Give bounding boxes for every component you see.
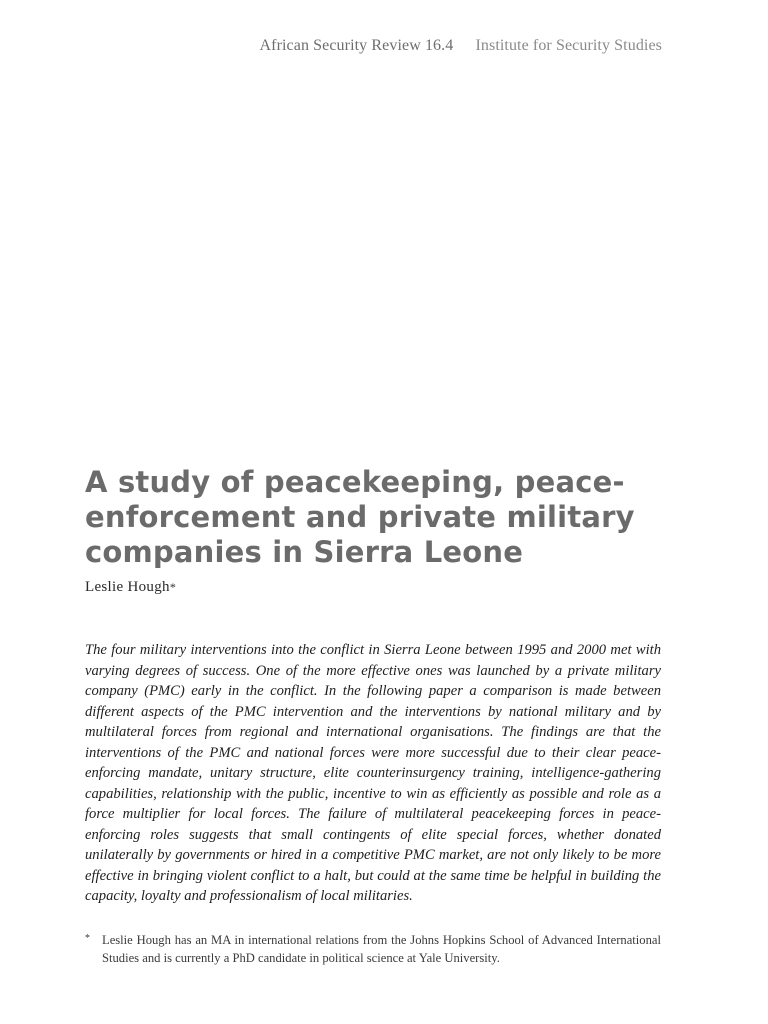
author-footnote-mark: * <box>169 580 177 594</box>
footnote-mark: * <box>85 933 90 944</box>
author-name: Leslie Hough <box>85 579 170 595</box>
abstract: The four military interventions into the conflict in Sierra Leone between 1995 and 2000 met with varying degrees of success. One of the more effective ones was launched by a private military company (PMC) early in the conflict. In the following paper a comparison is made between different aspects of the PMC intervention and the interventions by national military and by multilateral forces from regional and international organisations. The findings are that the interventions of the PMC and national forces were more successful due to their clear peace-enforcing mandate, unitary structure, elite counterinsurgency training, intelligence-gathering capabilities, relationship with the public, incentive to win as efficiently as possible and role as a force multiplier for local forces. The failure of multilateral peacekeeping forces in peace-enforcing roles suggests that small contingents of elite special forces, whether donated unilaterally by governments or hired in a competitive PMC market, are not only likely to be more effective in bringing violent conflict to a halt, but could at the same time be helpful in building the capacity, loyalty and professionalism of local militaries. <box>85 642 661 904</box>
journal-name: African Security Review 16.4 <box>259 37 454 54</box>
footnote-text: Leslie Hough has an MA in international relations from the Johns Hopkins School of Advanced International Studies and is currently a PhD candidate in political science at Yale University. <box>102 933 661 965</box>
footnote <box>85 932 661 967</box>
author-line <box>85 579 176 596</box>
running-header <box>260 37 663 55</box>
article-title: A study of peacekeeping, peace-enforcement and private military companies in Sierra Leone <box>85 465 635 569</box>
publisher-name: Institute for Security Studies <box>475 37 662 54</box>
